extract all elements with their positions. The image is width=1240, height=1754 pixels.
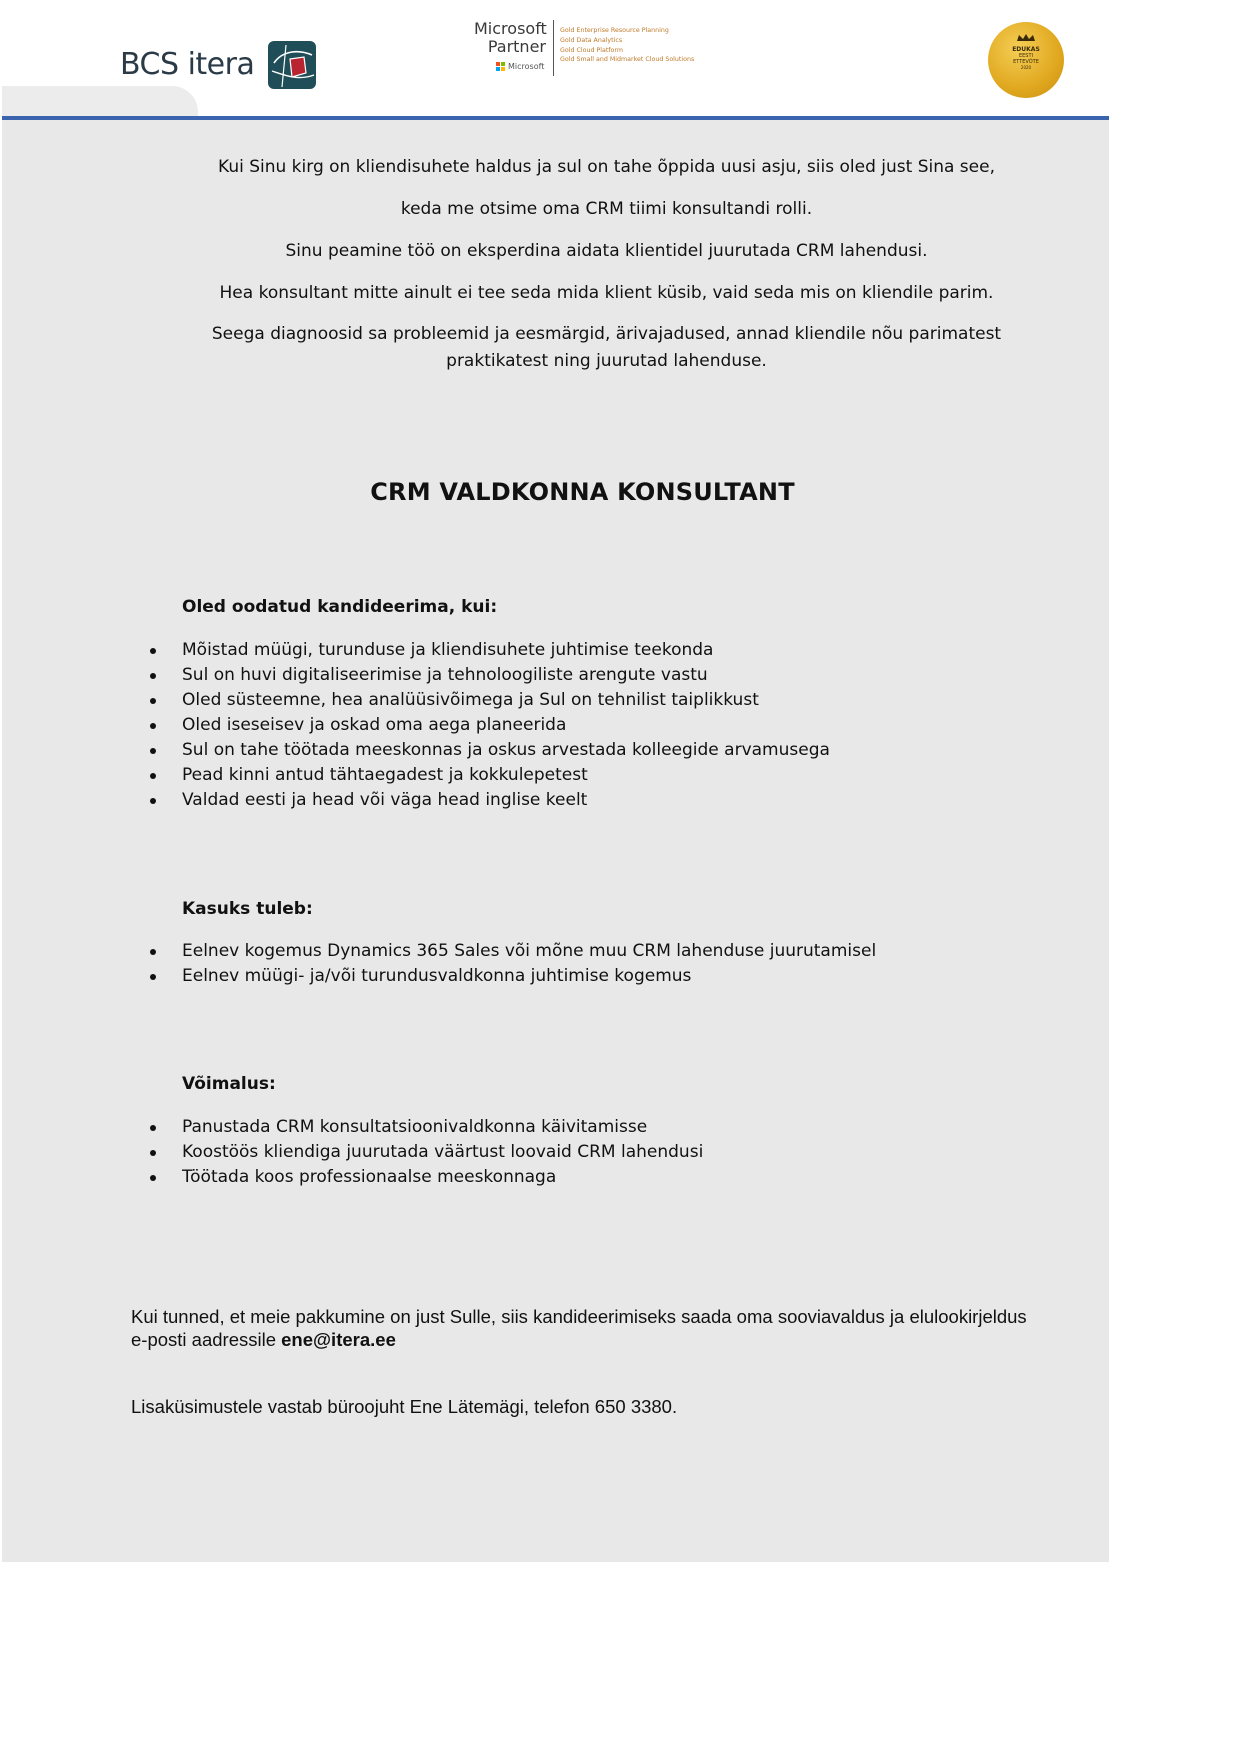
list-item: Eelnev müügi- ja/või turundusvaldkonna juhtimise kogemus xyxy=(150,964,876,989)
microsoft-squares-icon xyxy=(496,62,505,71)
list-item: Oled süsteemne, hea analüüsivõimega ja Sul on tehnilist taiplikkust xyxy=(150,688,830,713)
opportunities-list xyxy=(150,1115,703,1190)
ms-partner-line2: Partner xyxy=(487,37,546,56)
job-title: CRM VALDKONNA KONSULTANT xyxy=(370,478,795,506)
ms-partner-divider xyxy=(553,20,554,76)
ms-competency: Gold Data Analytics xyxy=(560,36,623,44)
intro-line: Sinu peamine töö on eksperdina aidata klientidel juurutada CRM lahendusi. xyxy=(285,241,928,261)
intro-line: Hea konsultant mitte ainult ei tee seda mida klient küsib, vaid seda mis on kliendile parim. xyxy=(219,283,994,303)
microsoft-brand xyxy=(496,62,544,71)
badge-text-1: EDUKAS xyxy=(1012,46,1040,53)
contact-email-prefix: e-posti aadressile xyxy=(131,1329,282,1350)
list-item: Valdad eesti ja head või väga head inglise keelt xyxy=(150,788,830,813)
bcs-itera-logo-text: BCS itera xyxy=(120,47,255,82)
ms-partner-line1: Microsoft xyxy=(474,19,547,38)
edukas-eesti-ettevote-badge xyxy=(988,22,1064,98)
list-item: Eelnev kogemus Dynamics 365 Sales või mõne muu CRM lahenduse juurutamisel xyxy=(150,939,876,964)
email-link[interactable]: ene@itera.ee xyxy=(281,1329,396,1350)
list-item: Sul on tahe töötada meeskonnas ja oskus arvestada kolleegide arvamusega xyxy=(150,738,830,763)
requirements-list xyxy=(150,638,830,813)
bullet-icon xyxy=(150,698,156,704)
microsoft-brand-text: Microsoft xyxy=(508,62,545,71)
bullet-icon xyxy=(150,748,156,754)
crown-icon xyxy=(1016,34,1036,42)
list-item: Pead kinni antud tähtaegadest ja kokkulepetest xyxy=(150,763,830,788)
intro-paragraph: Seega diagnoosid sa probleemid ja eesmärgid, ärivajadused, annad kliendile nõu parimatest praktikatest ning juurutad lahenduse. xyxy=(211,324,1002,371)
bullet-icon xyxy=(150,673,156,679)
section-heading: Oled oodatud kandideerima, kui: xyxy=(182,597,498,617)
bcs-itera-mark-icon xyxy=(268,41,316,89)
bullet-icon xyxy=(150,1175,156,1181)
contact-phone-info: Lisaküsimustele vastab büroojuht Ene Lätemägi, telefon 650 3380. xyxy=(131,1396,678,1417)
bullet-icon xyxy=(150,798,156,804)
intro-line: Kui Sinu kirg on kliendisuhete haldus ja sul on tahe õppida uusi asju, siis oled just Sina see, xyxy=(218,157,995,177)
bullet-icon xyxy=(150,773,156,779)
list-item: Sul on huvi digitaliseerimise ja tehnoloogiliste arengute vastu xyxy=(150,663,830,688)
contact-email-line xyxy=(131,1328,1051,1351)
bullet-icon xyxy=(150,1150,156,1156)
ms-competency: Gold Cloud Platform xyxy=(560,46,624,54)
bcs-itera-logo xyxy=(120,38,316,92)
intro-line: keda me otsime oma CRM tiimi konsultandi rolli. xyxy=(400,199,813,219)
advantages-list xyxy=(150,939,876,989)
list-item: Koostöös kliendiga juurutada väärtust loovaid CRM lahendusi xyxy=(150,1140,703,1165)
ms-competencies xyxy=(560,26,694,65)
list-item: Oled iseseisev ja oskad oma aega planeerida xyxy=(150,713,830,738)
badge-text-2: EESTI xyxy=(1018,53,1034,59)
list-item: Mõistad müügi, turunduse ja kliendisuhete juhtimise teekonda xyxy=(150,638,830,663)
contact-line: Kui tunned, et meie pakkumine on just Sulle, siis kandideerimiseks saada oma sooviavaldus ja elulookirjeldus xyxy=(131,1306,1027,1327)
badge-text-4: 2020 xyxy=(1020,65,1032,70)
ms-competency: Gold Small and Midmarket Cloud Solutions xyxy=(560,56,695,64)
microsoft-partner-logo xyxy=(474,20,714,76)
page-bottom-margin xyxy=(0,1562,1109,1568)
bullet-icon xyxy=(150,974,156,980)
page-header xyxy=(0,0,1109,116)
section-heading: Võimalus: xyxy=(182,1074,276,1094)
list-item: Töötada koos professionaalse meeskonnaga xyxy=(150,1165,703,1190)
bullet-icon xyxy=(150,648,156,654)
badge-text-3: ETTEVÕTE xyxy=(1013,59,1039,65)
bullet-icon xyxy=(150,1125,156,1131)
application-instructions xyxy=(131,1305,1051,1351)
list-item: Panustada CRM konsultatsioonivaldkonna käivitamisse xyxy=(150,1115,703,1140)
bullet-icon xyxy=(150,723,156,729)
ms-competency: Gold Enterprise Resource Planning xyxy=(560,27,669,34)
bullet-icon xyxy=(150,949,156,955)
section-heading: Kasuks tuleb: xyxy=(182,899,313,919)
